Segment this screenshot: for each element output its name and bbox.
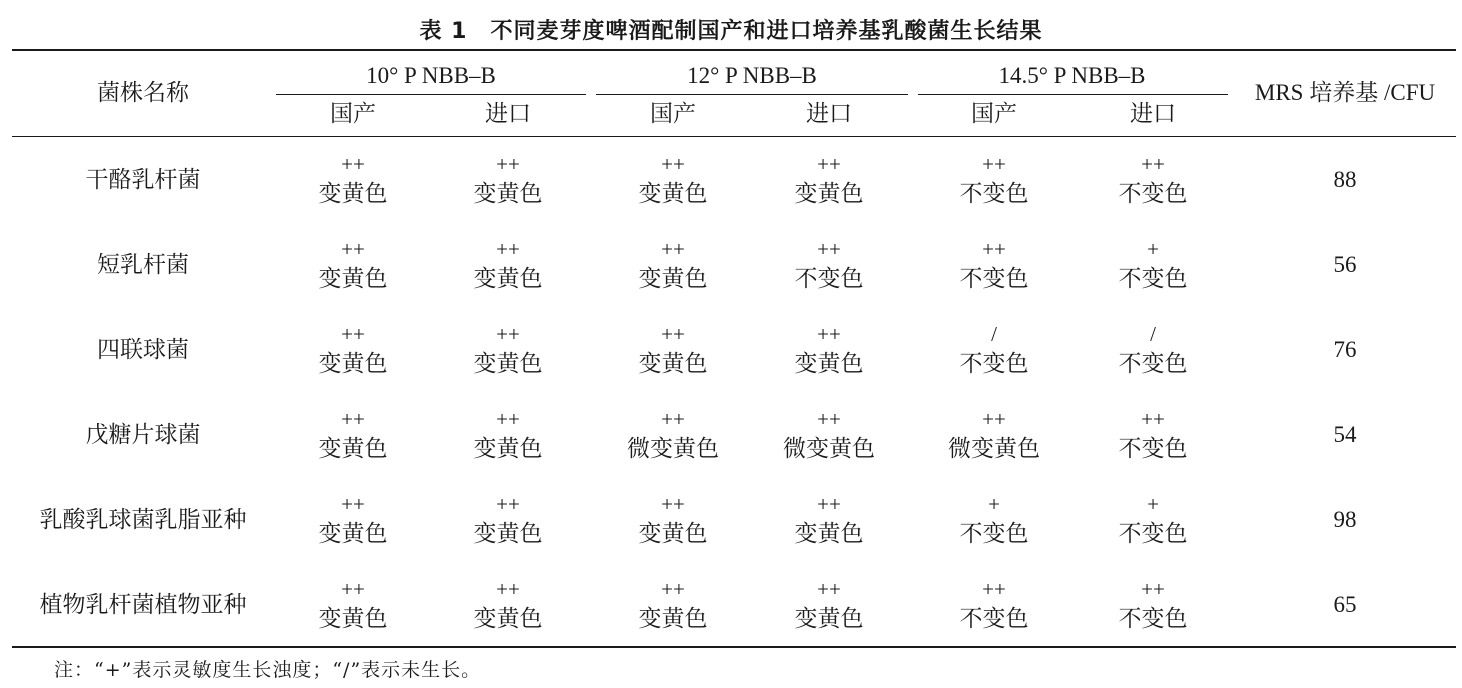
mrs-cfu-value: 98 xyxy=(1333,507,1357,532)
growth-symbol: ++ xyxy=(817,407,841,431)
header-sub-domestic: 国产 xyxy=(330,101,376,126)
color-change: 变黄色 xyxy=(638,606,708,631)
color-change: 微变黄色 xyxy=(783,436,875,461)
result-cell xyxy=(1078,235,1228,295)
color-change: 变黄色 xyxy=(794,181,864,206)
growth-symbol: ++ xyxy=(817,152,841,176)
strain-name: 四联球菌 xyxy=(97,337,189,362)
color-change: 不变色 xyxy=(959,351,1029,376)
result-cell xyxy=(1078,575,1228,635)
result-cell xyxy=(754,320,904,380)
growth-symbol: ++ xyxy=(817,577,841,601)
color-change: 不变色 xyxy=(1118,181,1188,206)
color-change: 变黄色 xyxy=(473,606,543,631)
color-change: 变黄色 xyxy=(473,266,543,291)
growth-symbol: ++ xyxy=(496,152,520,176)
growth-symbol: + xyxy=(1147,237,1159,261)
result-cell xyxy=(919,320,1069,380)
mrs-cfu-value: 56 xyxy=(1333,252,1357,277)
header-mrs: MRS 培养基 /CFU xyxy=(1254,80,1436,105)
result-cell xyxy=(433,150,583,210)
growth-symbol: ++ xyxy=(817,492,841,516)
result-cell xyxy=(278,235,428,295)
color-change: 微变黄色 xyxy=(948,436,1040,461)
growth-symbol: ++ xyxy=(341,322,365,346)
result-cell xyxy=(433,235,583,295)
color-change: 变黄色 xyxy=(638,521,708,546)
result-cell xyxy=(754,235,904,295)
color-change: 不变色 xyxy=(1118,351,1188,376)
growth-symbol: ++ xyxy=(982,407,1006,431)
growth-symbol: ++ xyxy=(982,577,1006,601)
result-cell xyxy=(919,235,1069,295)
result-cell xyxy=(278,575,428,635)
result-cell xyxy=(919,575,1069,635)
result-cell xyxy=(433,405,583,465)
result-cell xyxy=(278,405,428,465)
growth-symbol: + xyxy=(1147,492,1159,516)
result-cell xyxy=(278,490,428,550)
growth-symbol: / xyxy=(991,322,997,346)
header-rule xyxy=(12,136,1456,137)
color-change: 不变色 xyxy=(959,606,1029,631)
strain-name: 戊糖片球菌 xyxy=(85,422,201,447)
header-sub-domestic: 国产 xyxy=(650,101,696,126)
growth-symbol: ++ xyxy=(496,237,520,261)
result-cell xyxy=(1078,405,1228,465)
result-cell xyxy=(598,150,748,210)
result-cell xyxy=(433,575,583,635)
color-change: 变黄色 xyxy=(638,181,708,206)
result-cell xyxy=(754,490,904,550)
mrs-cfu-value: 54 xyxy=(1333,422,1357,447)
color-change: 不变色 xyxy=(1118,606,1188,631)
table-title: 表 1 不同麦芽度啤酒配制国产和进口培养基乳酸菌生长结果 xyxy=(419,19,1043,44)
growth-symbol: ++ xyxy=(496,407,520,431)
color-change: 变黄色 xyxy=(794,606,864,631)
color-change: 不变色 xyxy=(959,181,1029,206)
mrs-cfu-value: 65 xyxy=(1333,592,1357,617)
color-change: 不变色 xyxy=(794,266,864,291)
color-change: 变黄色 xyxy=(318,351,388,376)
growth-symbol: ++ xyxy=(817,237,841,261)
growth-symbol: ++ xyxy=(1141,407,1165,431)
growth-symbol: ++ xyxy=(1141,152,1165,176)
growth-symbol: ++ xyxy=(341,237,365,261)
header-sub-domestic: 国产 xyxy=(971,101,1017,126)
growth-symbol: ++ xyxy=(1141,577,1165,601)
result-cell xyxy=(433,490,583,550)
growth-symbol: + xyxy=(988,492,1000,516)
result-cell xyxy=(1078,150,1228,210)
header-sub-imported: 进口 xyxy=(806,101,852,126)
header-group-14-5p: 14.5° P NBB–B xyxy=(998,63,1146,88)
group-rule-14-5p xyxy=(918,94,1228,95)
group-rule-12p xyxy=(596,94,908,95)
growth-symbol: ++ xyxy=(341,492,365,516)
result-cell xyxy=(278,150,428,210)
color-change: 变黄色 xyxy=(638,266,708,291)
result-cell xyxy=(598,490,748,550)
result-cell xyxy=(754,150,904,210)
strain-name: 植物乳杆菌植物亚种 xyxy=(39,592,247,617)
strain-name: 乳酸乳球菌乳脂亚种 xyxy=(39,507,247,532)
result-cell xyxy=(919,405,1069,465)
header-sub-imported: 进口 xyxy=(485,101,531,126)
color-change: 变黄色 xyxy=(473,181,543,206)
result-cell xyxy=(598,575,748,635)
growth-symbol: ++ xyxy=(661,152,685,176)
growth-symbol: ++ xyxy=(341,152,365,176)
result-cell xyxy=(919,150,1069,210)
growth-symbol: ++ xyxy=(496,492,520,516)
header-strain: 菌株名称 xyxy=(97,80,189,105)
color-change: 变黄色 xyxy=(473,351,543,376)
growth-symbol: ++ xyxy=(982,237,1006,261)
growth-symbol: ++ xyxy=(661,407,685,431)
strain-name: 短乳杆菌 xyxy=(97,252,189,277)
color-change: 不变色 xyxy=(959,521,1029,546)
growth-symbol: ++ xyxy=(982,152,1006,176)
result-cell xyxy=(919,490,1069,550)
color-change: 变黄色 xyxy=(638,351,708,376)
color-change: 变黄色 xyxy=(318,606,388,631)
color-change: 不变色 xyxy=(959,266,1029,291)
color-change: 不变色 xyxy=(1118,521,1188,546)
header-group-10p: 10° P NBB–B xyxy=(366,63,496,88)
growth-symbol: ++ xyxy=(817,322,841,346)
group-rule-10p xyxy=(276,94,586,95)
result-cell xyxy=(278,320,428,380)
color-change: 变黄色 xyxy=(318,521,388,546)
result-cell xyxy=(598,405,748,465)
color-change: 变黄色 xyxy=(318,181,388,206)
color-change: 不变色 xyxy=(1118,436,1188,461)
color-change: 变黄色 xyxy=(318,266,388,291)
header-group-12p: 12° P NBB–B xyxy=(687,63,817,88)
color-change: 微变黄色 xyxy=(627,436,719,461)
growth-symbol: ++ xyxy=(341,577,365,601)
growth-symbol: ++ xyxy=(341,407,365,431)
growth-symbol: ++ xyxy=(661,577,685,601)
result-cell xyxy=(433,320,583,380)
growth-symbol: ++ xyxy=(496,322,520,346)
growth-symbol: ++ xyxy=(661,237,685,261)
growth-symbol: / xyxy=(1150,322,1156,346)
top-rule xyxy=(12,49,1456,51)
mrs-cfu-value: 76 xyxy=(1333,337,1357,362)
bottom-rule xyxy=(12,646,1456,648)
color-change: 变黄色 xyxy=(794,351,864,376)
color-change: 变黄色 xyxy=(473,436,543,461)
result-cell xyxy=(754,405,904,465)
result-cell xyxy=(1078,320,1228,380)
result-cell xyxy=(598,320,748,380)
strain-name: 干酪乳杆菌 xyxy=(85,167,201,192)
growth-symbol: ++ xyxy=(661,322,685,346)
growth-symbol: ++ xyxy=(496,577,520,601)
result-cell xyxy=(1078,490,1228,550)
color-change: 变黄色 xyxy=(473,521,543,546)
header-sub-imported: 进口 xyxy=(1130,101,1176,126)
mrs-cfu-value: 88 xyxy=(1333,167,1357,192)
result-cell xyxy=(598,235,748,295)
color-change: 变黄色 xyxy=(318,436,388,461)
table-note: 注：“+”表示灵敏度生长浊度；“/”表示未生长。 xyxy=(54,659,482,681)
result-cell xyxy=(754,575,904,635)
color-change: 不变色 xyxy=(1118,266,1188,291)
color-change: 变黄色 xyxy=(794,521,864,546)
growth-symbol: ++ xyxy=(661,492,685,516)
